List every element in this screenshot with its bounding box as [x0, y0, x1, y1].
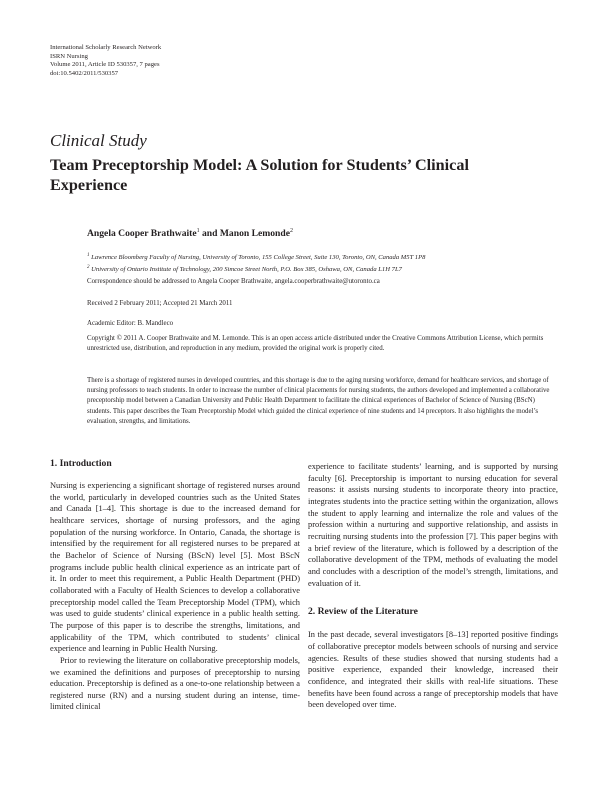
author-and: and — [199, 228, 220, 240]
affiliations — [87, 251, 557, 275]
affiliation-2-sup: 2 — [87, 264, 90, 270]
journal-volume: Volume 2011, Article ID 530357, 7 pages — [50, 61, 160, 69]
correspondence: Correspondence should be addressed to Angela Cooper Brathwaite, angela.cooperbrathwaite@utoronto.ca — [87, 278, 380, 285]
author-1-name: Angela Cooper Brathwaite — [87, 228, 197, 240]
copyright-notice: Copyright © 2011 A. Cooper Brathwaite and M. Lemonde. This is an open access article distributed under the Creative Commons Attribution License, which permits unrestricted use, distribution, and reproduction in any medium, provided the original work is properly cited. — [87, 335, 544, 353]
journal-header — [50, 44, 161, 78]
affiliation-1-sup: 1 — [87, 253, 90, 258]
review-heading: 2. Review of the Literature — [308, 606, 418, 618]
journal-subname: ISRN Nursing — [50, 52, 88, 60]
affiliation-2 — [87, 263, 557, 275]
affiliation-2-text: University of Ontario Institute of Technology, 200 Simcoe Street North, P.O. Box 385, Oshawa, ON, Canada L1H 7L7 — [89, 265, 402, 273]
author-2-name: Manon Lemonde — [219, 228, 290, 240]
journal-doi: doi:10.5402/2011/530357 — [50, 69, 119, 77]
right-column — [308, 461, 558, 711]
journal-name: International Scholarly Research Network — [50, 44, 162, 51]
author-line — [87, 228, 557, 239]
affiliation-1-text: Lawrence Bloomberg Faculty of Nursing, University of Toronto, 155 College Street, Suite 130, Toronto, ON, Canada M5T 1P8 — [89, 254, 426, 262]
article-title: Team Preceptorship Model: A Solution for Students’ Clinical Experience — [50, 156, 469, 194]
intro-paragraph-1: Nursing is experiencing a significant shortage of registered nurses around the world, particularly in developed countries such as the United States and Canada [1–4]. This shortage is due to the increased demand for healthcare services, shortage of nursing professors, and the aging population of the nursing workforce. In Ontario, Canada, the shortage is intensified by the requirement for all registered nurses to be prepared at the Bachelor of Science of Nursing (BScN) level [5]. Most BScN programs include public health clinical experience as an intricate part of it. In order to meet this requirement, a Public Health Department (PHD) collaborated with a Faculty of Health Sciences to develop a collaborative preceptorship model called the Team Preceptorship Model (TPM), which was used to guide students’ clinical experience in a public health setting. The purpose of this paper is to describe the strengths, limitations, and applicability of the TPM, which contributed to students’ clinical experience and learning in Public Health Nursing. — [50, 481, 300, 654]
author-1-sup: 1 — [196, 228, 200, 234]
intro-heading: 1. Introduction — [50, 458, 112, 469]
intro-paragraph-2: Prior to reviewing the literature on collaborative preceptorship models, we examined the definitions and purposes of preceptorship to nursing education. Preceptorship is defined as a one-to-one relationship between a registered nurse (RN) and a nursing student during an intense, time-limited clinical — [50, 655, 300, 712]
left-column — [50, 458, 300, 713]
review-paragraph-1: In the past decade, several investigators [8–13] reported positive findings of collaborative preceptor models between schools of nursing and service agencies. Results of these studies showed that nursing students had a positive experience, expanded their knowledge, increased their confidence, and integrated their skills with real-life situations. These benefits have been found across a range of preceptorship models that have been developed over time. — [308, 630, 558, 710]
author-2-sup: 2 — [289, 228, 293, 234]
received-accepted-dates: Received 2 February 2011; Accepted 21 March 2011 — [87, 300, 233, 307]
intro-continuation: experience to facilitate students’ learning, and is supported by nursing faculty [6]. Preceptorship is important to nursing education for several reasons: it assists nursing students to incorporate theory into practice, integrates students into the practice setting within the organization, allows the student to apply learning and internalize the role and values of the profession within a nurturing and supportive relationship, and assists in recruiting nursing students into the profession [7]. This paper begins with a brief review of the literature, which is followed by a description of the collaborative development of the TPM, methods of evaluating the model and concludes with a description of the model’s strength, limitations, and evaluation of it. — [308, 462, 558, 588]
affiliation-1 — [87, 251, 557, 263]
academic-editor: Academic Editor: B. Mandleco — [87, 320, 174, 327]
abstract: There is a shortage of registered nurses in developed countries, and this shortage is due to the aging nursing workforce, demand for healthcare services, and shortage of nursing professors to teach students. In order to increase the number of clinical placements for nursing students, the authors developed and implemented a collaborative preceptorship model between a Canadian University and Public Health Department to facilitate the clinical experiences of Bachelor of Science of Nursing (BScN) students. This paper describes the Team Preceptorship Model which guided the clinical experience of nine students and 14 preceptors. It also highlights the model’s evaluation, strengths, and limitations. — [87, 377, 550, 425]
article-type: Clinical Study — [50, 131, 147, 150]
